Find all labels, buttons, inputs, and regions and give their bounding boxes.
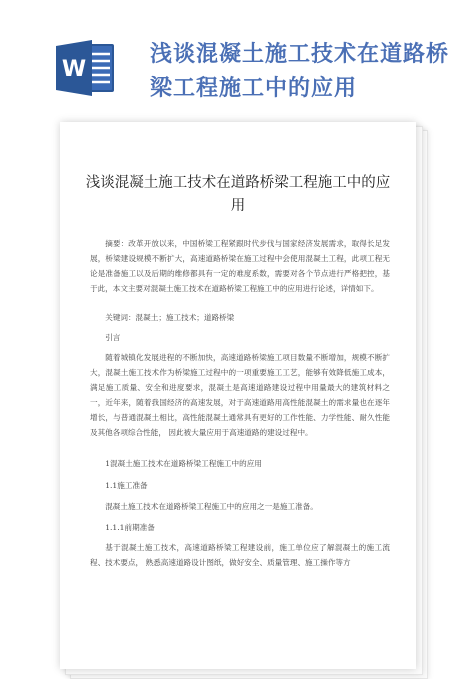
intro-heading: 引言: [105, 333, 121, 342]
document-preview: [60, 122, 416, 669]
section-heading-1: 1混凝土施工技术在道路桥梁工程施工中的应用: [105, 459, 262, 468]
intro-paragraph: 随着城镇化发展进程的不断加快，高速道路桥梁施工项目数量不断增加，规模不断扩大，混凝土施工技术作为桥梁施工过程中的一项重要施工工艺，能够有效降低施工成本， 满足施工质量、安全和进度要求，混凝土是高速道路建设过程中用量最大的建筑材料之一，近年来，随着我国经济的高速发展，对于高速道路用高性能混凝土的需求量也在逐年增长，与普通混凝土相比，高性能混凝土通常具有更好的工作性能、力学性能、耐久性能及其他各项综合性能， 因此被大量应用于高速道路的建设过程中。: [90, 353, 390, 437]
word-icon: [54, 36, 118, 100]
abstract-paragraph: 摘要：改革开放以来，中国桥梁工程紧跟时代步伐与国家经济发展需求，取得长足发展，桥梁建设规模不断扩大，高速道路桥梁在施工过程中会使用混凝土工程，此项工程无论是准备施工以及后期的维修都具有一定的难度系数，需要对各个节点进行严格把控，基于此，本文主要对混凝土施工技术在道路桥梁工程施工中的应用进行论述，详情如下。: [90, 239, 390, 293]
header-banner: [0, 0, 474, 118]
document-page: [60, 122, 416, 669]
section-1-1-paragraph: 混凝土施工技术在道路桥梁工程施工中的应用之一是施工准备。: [105, 502, 318, 511]
section-1-1-1-paragraph: 基于混凝土施工技术，高速道路桥梁工程建设前，施工单位应了解混凝土的施工流程、技术要点， 熟悉高速道路设计图纸，做好安全、质量管理、施工操作等方: [90, 543, 390, 567]
svg-text:W: W: [61, 57, 87, 82]
page-title: 浅谈混凝土施工技术在道路桥梁工程施工中的应用: [150, 42, 450, 101]
section-heading-1-1: 1.1施工准备: [105, 481, 148, 490]
section-heading-1-1-1: 1.1.1前期准备: [105, 523, 155, 532]
keywords-line: 关键词：混凝土；施工技术；道路桥梁: [105, 313, 235, 322]
document-title: 浅谈混凝土施工技术在道路桥梁工程施工中的应用: [85, 175, 391, 214]
